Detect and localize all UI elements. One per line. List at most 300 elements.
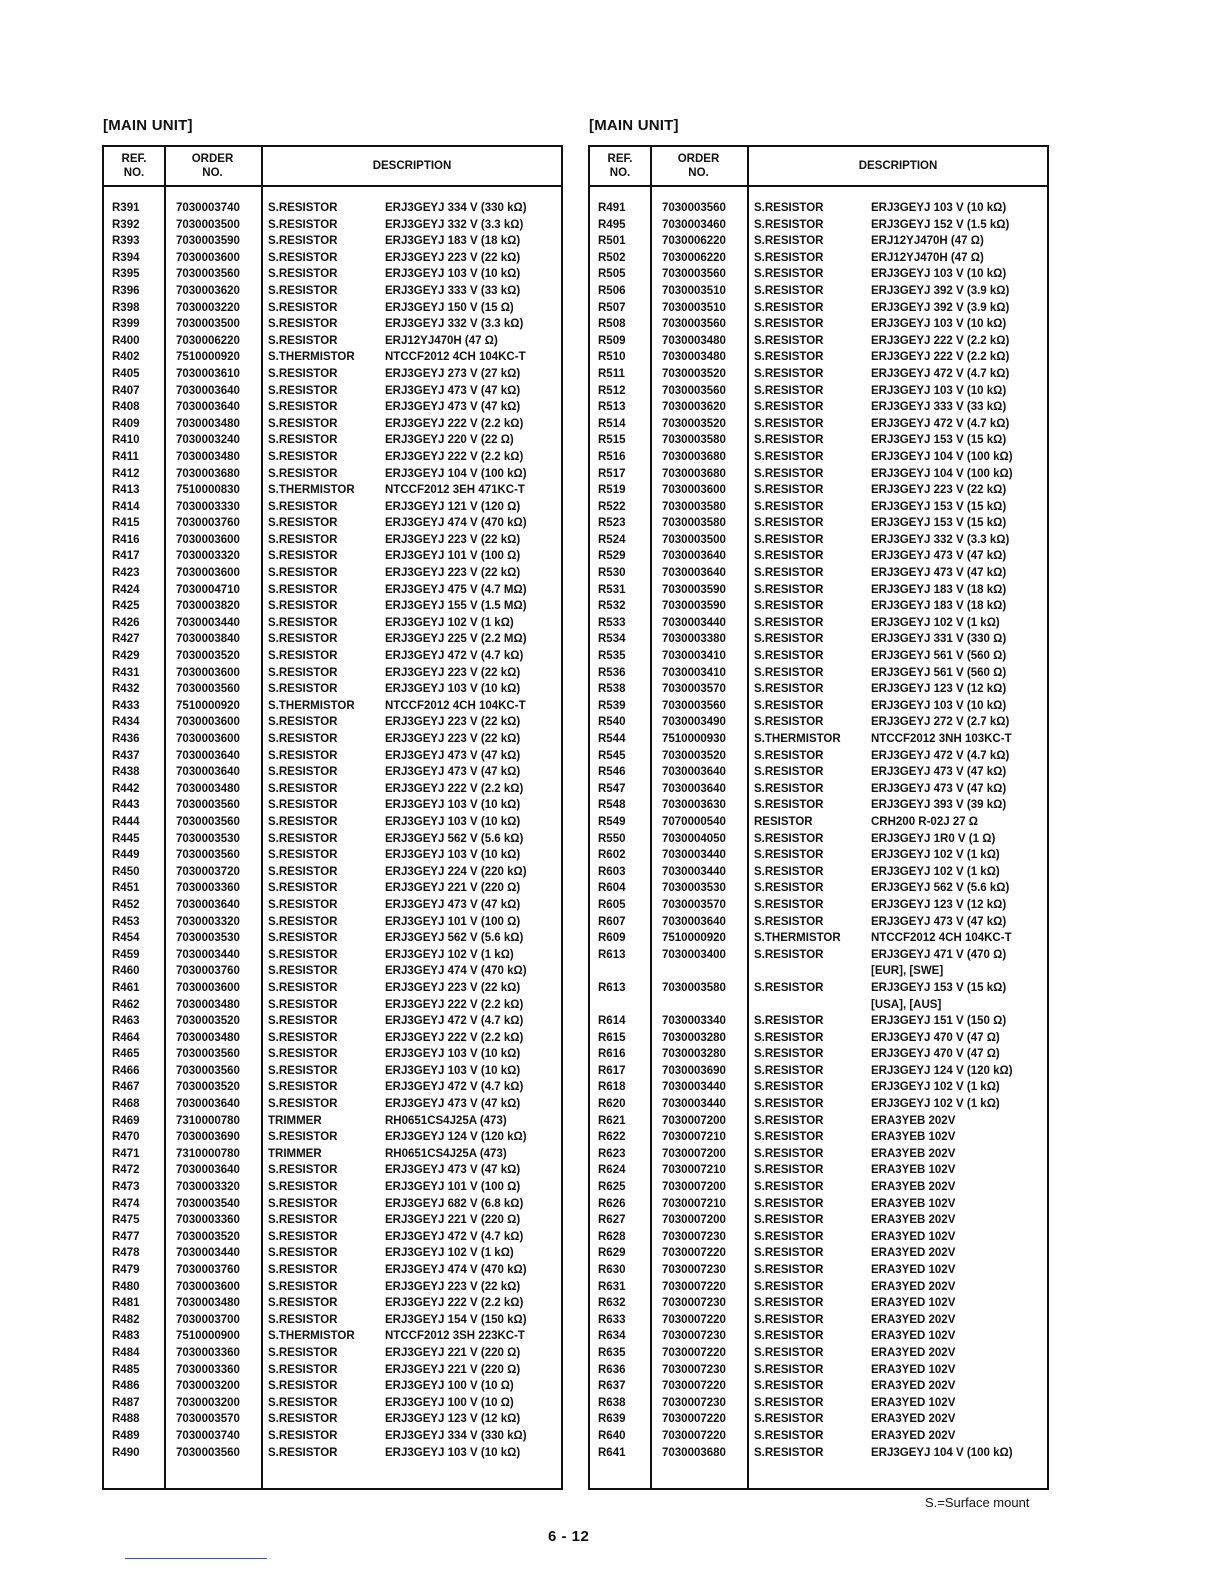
table-row <box>590 781 1047 798</box>
order-no: 7030003460 <box>662 218 726 231</box>
part-type: S.RESISTOR <box>754 500 824 513</box>
table-row <box>590 366 1047 383</box>
order-no: 7030003610 <box>176 367 240 380</box>
table-row <box>104 383 561 400</box>
part-type: S.RESISTOR <box>268 849 338 862</box>
part-type: S.RESISTOR <box>754 235 824 248</box>
order-no: 7030007220 <box>662 1247 726 1260</box>
table-row <box>590 1129 1047 1146</box>
ref-no: R438 <box>112 766 140 779</box>
part-number: ERJ3GEYJ 222 V (2.2 kΩ) <box>385 782 524 795</box>
ref-no: R536 <box>598 666 626 679</box>
order-no: 7030003560 <box>176 799 240 812</box>
part-number: ERJ3GEYJ 103 V (10 kΩ) <box>385 1446 521 1459</box>
part-type: S.RESISTOR <box>268 218 338 231</box>
table-row <box>104 615 561 632</box>
ref-no: R508 <box>598 318 626 331</box>
part-number: NTCCF2012 3NH 103KC-T <box>871 733 1012 745</box>
ref-no: R417 <box>112 550 140 563</box>
table-row <box>590 582 1047 599</box>
header-description: DESCRIPTION <box>372 160 452 172</box>
order-no: 7030003240 <box>176 434 240 447</box>
ref-no: R416 <box>112 533 140 546</box>
ref-no: R609 <box>598 932 626 945</box>
part-number: ERJ3GEYJ 124 V (120 kΩ) <box>385 1131 527 1144</box>
part-number: ERJ3GEYJ 473 V (47 kΩ) <box>871 567 1007 580</box>
part-number: ERJ3GEYJ 103 V (10 kΩ) <box>871 384 1007 397</box>
ref-no: R473 <box>112 1181 140 1194</box>
ref-no: R547 <box>598 782 626 795</box>
part-number: ERJ3GEYJ 473 V (47 kΩ) <box>385 749 521 762</box>
ref-no: R471 <box>112 1147 140 1160</box>
part-type: S.RESISTOR <box>754 1114 824 1127</box>
part-type: S.RESISTOR <box>754 683 824 696</box>
table-row <box>104 582 561 599</box>
ref-no: R629 <box>598 1247 626 1260</box>
ref-no: R621 <box>598 1114 626 1127</box>
ref-no: R484 <box>112 1346 140 1359</box>
part-number: ERJ3GEYJ 223 V (22 kΩ) <box>385 567 521 580</box>
ref-no: R502 <box>598 251 626 264</box>
table-row <box>104 1146 561 1163</box>
order-no: 7030007200 <box>662 1181 726 1194</box>
ref-no: R533 <box>598 616 626 629</box>
header-ref: REF. NO. <box>121 153 147 179</box>
part-number: CRH200 R-02J 27 Ω <box>871 815 979 828</box>
ref-no: R535 <box>598 650 626 663</box>
part-type: S.RESISTOR <box>268 517 338 530</box>
table-row <box>104 515 561 532</box>
order-no: 7030003760 <box>176 517 240 530</box>
part-type: S.RESISTOR <box>268 766 338 779</box>
part-type: S.RESISTOR <box>754 782 824 795</box>
table-row <box>590 1395 1047 1412</box>
part-type: S.RESISTOR <box>268 1048 338 1061</box>
part-number: ERJ3GEYJ 152 V (1.5 kΩ) <box>871 218 1010 231</box>
order-no: 7030003440 <box>662 616 726 629</box>
part-number: NTCCF2012 4CH 104KC-T <box>385 699 526 712</box>
table-row <box>590 897 1047 914</box>
ref-no: R469 <box>112 1114 140 1127</box>
part-number: ERJ3GEYJ 223 V (22 kΩ) <box>385 981 521 994</box>
table-row <box>104 831 561 848</box>
part-number: [USA], [AUS] <box>871 998 942 1011</box>
order-no: 7030003690 <box>176 1131 240 1144</box>
table-row <box>590 399 1047 416</box>
part-number: ERA3YED 202V <box>871 1380 956 1393</box>
table-row <box>104 963 561 980</box>
ref-no: R617 <box>598 1064 626 1077</box>
ref-no: R391 <box>112 202 140 214</box>
part-number: ERJ3GEYJ 472 V (4.7 kΩ) <box>385 1015 524 1028</box>
table-row <box>104 333 561 350</box>
table-row <box>590 714 1047 731</box>
ref-no: R432 <box>112 683 140 696</box>
table-row <box>590 1113 1047 1130</box>
ref-no: R524 <box>598 533 626 546</box>
part-number: ERA3YEB 102V <box>871 1164 956 1177</box>
part-number: ERJ3GEYJ 101 V (100 Ω) <box>385 1181 521 1194</box>
ref-no: R463 <box>112 1015 140 1028</box>
ref-no: R636 <box>598 1363 626 1376</box>
table-row <box>104 1428 561 1445</box>
order-no: 7030003500 <box>176 318 240 331</box>
part-type: S.RESISTOR <box>754 1446 824 1459</box>
table-row <box>104 233 561 250</box>
part-number: ERJ3GEYJ 183 V (18 kΩ) <box>871 600 1007 613</box>
ref-no: R461 <box>112 981 140 994</box>
order-no: 7030007230 <box>662 1330 726 1343</box>
table-row <box>590 831 1047 848</box>
table-row <box>590 565 1047 582</box>
order-no: 7030003540 <box>176 1197 240 1210</box>
part-number: ERJ12YJ470H (47 Ω) <box>871 235 984 248</box>
ref-no: R516 <box>598 450 626 463</box>
table-row <box>590 466 1047 483</box>
ref-no: R509 <box>598 334 626 347</box>
part-number: ERJ3GEYJ 103 V (10 kΩ) <box>385 1064 521 1077</box>
ref-no: R423 <box>112 567 140 580</box>
table-row <box>590 814 1047 831</box>
part-number: ERJ3GEYJ 104 V (100 kΩ) <box>871 450 1013 463</box>
order-no: 7030003480 <box>662 334 726 347</box>
table-row <box>104 449 561 466</box>
part-number: ERJ3GEYJ 225 V (2.2 MΩ) <box>385 633 527 646</box>
ref-no: R472 <box>112 1164 140 1177</box>
table-row <box>590 698 1047 715</box>
order-no: 7030003510 <box>662 284 726 297</box>
part-number: ERJ3GEYJ 100 V (10 Ω) <box>385 1396 514 1409</box>
ref-no: R511 <box>598 367 625 380</box>
order-no: 7030003440 <box>176 948 240 961</box>
order-no: 7030003360 <box>176 1214 240 1227</box>
table-row <box>590 515 1047 532</box>
table-row <box>104 1063 561 1080</box>
part-type: S.RESISTOR <box>268 815 338 828</box>
part-number: ERJ3GEYJ 561 V (560 Ω) <box>871 650 1007 663</box>
ref-no: R413 <box>112 484 140 497</box>
part-number: ERJ12YJ470H (47 Ω) <box>871 251 984 264</box>
left-parts-table <box>102 145 563 1490</box>
table-row <box>590 1411 1047 1428</box>
part-type: S.RESISTOR <box>754 301 824 314</box>
part-type: TRIMMER <box>268 1147 322 1160</box>
order-no: 7030007230 <box>662 1264 726 1276</box>
ref-no: R614 <box>598 1015 626 1028</box>
part-number: ERJ3GEYJ 332 V (3.3 kΩ) <box>385 218 524 231</box>
part-number: ERJ3GEYJ 101 V (100 Ω) <box>385 915 521 928</box>
part-number: ERJ3GEYJ 472 V (4.7 kΩ) <box>385 1081 524 1094</box>
part-type: S.RESISTOR <box>754 1247 824 1260</box>
part-type: S.RESISTOR <box>754 318 824 331</box>
order-no: 7030003280 <box>662 1048 726 1061</box>
ref-no: R482 <box>112 1313 140 1326</box>
ref-no: R620 <box>598 1098 626 1111</box>
part-type: S.RESISTOR <box>754 583 824 596</box>
table-row <box>104 797 561 814</box>
part-type: S.RESISTOR <box>754 915 824 928</box>
order-no: 7510000900 <box>176 1330 240 1343</box>
table-row <box>590 548 1047 565</box>
part-number: ERJ3GEYJ 102 V (1 kΩ) <box>871 1081 1000 1094</box>
ref-no: R477 <box>112 1230 140 1243</box>
part-number: ERJ3GEYJ 273 V (27 kΩ) <box>385 367 521 380</box>
part-number: ERJ3GEYJ 472 V (4.7 kΩ) <box>871 749 1010 762</box>
part-number: ERJ3GEYJ 473 V (47 kΩ) <box>871 550 1007 563</box>
part-number: RH0651CS4J25A (473) <box>385 1147 507 1160</box>
part-number: ERJ3GEYJ 474 V (470 kΩ) <box>385 517 527 530</box>
ref-no: R540 <box>598 716 626 729</box>
order-no: 7030003480 <box>176 1297 240 1310</box>
order-no: 7030003200 <box>176 1380 240 1393</box>
order-no: 7310000780 <box>176 1114 240 1127</box>
part-type: S.RESISTOR <box>268 301 338 314</box>
ref-no: R495 <box>598 218 626 231</box>
table-row <box>590 1262 1047 1279</box>
order-no: 7030003330 <box>176 500 240 513</box>
part-number: ERJ3GEYJ 183 V (18 kΩ) <box>871 583 1007 596</box>
order-no: 7030003600 <box>176 716 240 729</box>
table-row <box>104 1096 561 1113</box>
part-type: S.RESISTOR <box>754 1015 824 1028</box>
part-type: S.RESISTOR <box>268 417 338 430</box>
part-number: ERJ3GEYJ 223 V (22 kΩ) <box>385 733 521 745</box>
table-row <box>104 1395 561 1412</box>
table-row <box>104 1162 561 1179</box>
ref-no: R427 <box>112 633 140 646</box>
order-no: 7030007210 <box>662 1131 726 1144</box>
part-number: ERJ3GEYJ 104 V (100 kΩ) <box>871 1446 1013 1459</box>
order-no: 7030003620 <box>662 401 726 414</box>
order-no: 7030003640 <box>662 550 726 563</box>
order-no: 7030003640 <box>176 749 240 762</box>
part-number: NTCCF2012 3SH 223KC-T <box>385 1330 525 1343</box>
table-row <box>590 482 1047 499</box>
table-row <box>104 482 561 499</box>
table-row <box>104 565 561 582</box>
table-row <box>104 1013 561 1030</box>
part-number: ERJ3GEYJ 222 V (2.2 kΩ) <box>385 998 524 1011</box>
header-order: ORDER NO. <box>191 153 234 179</box>
part-number: ERA3YED 102V <box>871 1264 956 1276</box>
table-row <box>590 930 1047 947</box>
part-number: ERJ3GEYJ 473 V (47 kΩ) <box>871 915 1007 928</box>
table-row <box>590 1079 1047 1096</box>
order-no: 7030003640 <box>176 401 240 414</box>
table-row <box>590 864 1047 881</box>
ref-no: R641 <box>598 1446 626 1459</box>
part-number: ERJ3GEYJ 223 V (22 kΩ) <box>385 1280 521 1293</box>
ref-no: R405 <box>112 367 140 380</box>
table-body <box>104 200 561 1461</box>
ref-no: R506 <box>598 284 626 297</box>
ref-no: R615 <box>598 1031 626 1044</box>
part-number: ERJ3GEYJ 223 V (22 kΩ) <box>385 251 521 264</box>
table-row <box>590 1096 1047 1113</box>
table-row <box>104 698 561 715</box>
ref-no: R410 <box>112 434 140 447</box>
order-no: 7030003690 <box>662 1064 726 1077</box>
table-row <box>104 283 561 300</box>
table-row <box>590 847 1047 864</box>
order-no: 7030003530 <box>176 832 240 845</box>
order-no: 7030007220 <box>662 1380 726 1393</box>
part-number: ERJ3GEYJ 121 V (120 Ω) <box>385 500 521 513</box>
part-number: ERJ3GEYJ 334 V (330 kΩ) <box>385 202 527 214</box>
part-type: S.RESISTOR <box>268 1429 338 1442</box>
part-number: ERJ3GEYJ 221 V (220 Ω) <box>385 1363 521 1376</box>
ref-no: R626 <box>598 1197 626 1210</box>
table-row <box>590 300 1047 317</box>
table-row <box>590 731 1047 748</box>
part-number: ERJ3GEYJ 154 V (150 kΩ) <box>385 1313 527 1326</box>
order-no: 7510000830 <box>176 484 240 497</box>
ref-no: R466 <box>112 1064 140 1077</box>
part-type: S.RESISTOR <box>268 567 338 580</box>
part-number: ERJ3GEYJ 332 V (3.3 kΩ) <box>385 318 524 331</box>
ref-no: R479 <box>112 1264 140 1276</box>
order-no: 7030003640 <box>176 898 240 911</box>
table-row <box>104 648 561 665</box>
part-type: S.RESISTOR <box>268 948 338 961</box>
order-no: 7030003340 <box>662 1015 726 1028</box>
ref-no: R517 <box>598 467 626 480</box>
order-no: 7030003480 <box>176 998 240 1011</box>
ref-no: R459 <box>112 948 140 961</box>
part-type: S.RESISTOR <box>754 882 824 895</box>
order-no: 7030003840 <box>176 633 240 646</box>
order-no: 7030006220 <box>662 251 726 264</box>
order-no: 7030003490 <box>662 716 726 729</box>
order-no: 7030003620 <box>176 284 240 297</box>
ref-no: R409 <box>112 417 140 430</box>
ref-no: R515 <box>598 434 626 447</box>
ref-no: R639 <box>598 1413 626 1426</box>
order-no: 7030003440 <box>662 865 726 878</box>
order-no: 7030003600 <box>176 733 240 745</box>
ref-no: R616 <box>598 1048 626 1061</box>
part-number: ERA3YED 202V <box>871 1429 956 1442</box>
order-no: 7030003480 <box>662 351 726 364</box>
table-row <box>104 548 561 565</box>
ref-no: R491 <box>598 202 626 214</box>
table-row <box>104 731 561 748</box>
order-no: 7030003560 <box>662 202 726 214</box>
part-number: ERJ3GEYJ 123 V (12 kΩ) <box>385 1413 521 1426</box>
part-type: S.RESISTOR <box>268 1446 338 1459</box>
ref-no: R627 <box>598 1214 626 1227</box>
part-type: S.RESISTOR <box>754 865 824 878</box>
part-number: ERJ3GEYJ 102 V (1 kΩ) <box>385 616 514 629</box>
ref-no: R603 <box>598 865 626 878</box>
part-number: ERJ3GEYJ 223 V (22 kΩ) <box>385 666 521 679</box>
part-number: ERJ3GEYJ 472 V (4.7 kΩ) <box>385 650 524 663</box>
part-type: S.RESISTOR <box>754 849 824 862</box>
header-description: DESCRIPTION <box>858 160 938 172</box>
ref-no: R605 <box>598 898 626 911</box>
order-no: 7030003580 <box>662 517 726 530</box>
part-number: ERJ3GEYJ 562 V (5.6 kΩ) <box>385 932 524 945</box>
part-type: S.RESISTOR <box>754 218 824 231</box>
part-number: ERJ3GEYJ 104 V (100 kΩ) <box>385 467 527 480</box>
table-row <box>590 1046 1047 1063</box>
ref-no: R490 <box>112 1446 140 1459</box>
ref-no: R411 <box>112 450 139 463</box>
order-no: 7030003560 <box>662 268 726 281</box>
part-type: S.RESISTOR <box>754 948 824 961</box>
table-row <box>104 1411 561 1428</box>
order-no: 7030003590 <box>662 583 726 596</box>
part-type: S.RESISTOR <box>268 1015 338 1028</box>
part-number: ERJ3GEYJ 473 V (47 kΩ) <box>385 401 521 414</box>
part-type: S.RESISTOR <box>268 666 338 679</box>
part-number: ERJ3GEYJ 473 V (47 kΩ) <box>385 898 521 911</box>
order-no: 7030003740 <box>176 1429 240 1442</box>
part-number: ERJ3GEYJ 223 V (22 kΩ) <box>385 533 521 546</box>
part-type: S.RESISTOR <box>268 1297 338 1310</box>
ref-no: R449 <box>112 849 140 862</box>
ref-no: R625 <box>598 1181 626 1194</box>
part-number: ERJ3GEYJ 123 V (12 kΩ) <box>871 898 1007 911</box>
order-no: 7030003560 <box>176 1064 240 1077</box>
ref-no: R402 <box>112 351 140 364</box>
order-no: 7030003640 <box>662 782 726 795</box>
ref-no: R467 <box>112 1081 140 1094</box>
part-type: S.RESISTOR <box>268 235 338 248</box>
part-type: S.RESISTOR <box>268 550 338 563</box>
part-type: S.RESISTOR <box>754 1396 824 1409</box>
part-type: S.RESISTOR <box>268 716 338 729</box>
part-number: ERJ3GEYJ 221 V (220 Ω) <box>385 1214 521 1227</box>
part-number: ERJ3GEYJ 470 V (47 Ω) <box>871 1048 1000 1061</box>
order-no: 7030003440 <box>176 616 240 629</box>
order-no: 7030007220 <box>662 1413 726 1426</box>
table-row <box>590 283 1047 300</box>
table-row <box>590 615 1047 632</box>
part-type: S.RESISTOR <box>754 351 824 364</box>
table-row <box>104 1079 561 1096</box>
part-type: S.RESISTOR <box>268 384 338 397</box>
order-no: 7030003440 <box>662 1081 726 1094</box>
table-row <box>590 1279 1047 1296</box>
table-row <box>590 1428 1047 1445</box>
part-type: S.RESISTOR <box>268 832 338 845</box>
part-type: S.RESISTOR <box>754 716 824 729</box>
part-number: ERJ3GEYJ 472 V (4.7 kΩ) <box>385 1230 524 1243</box>
table-row <box>104 748 561 765</box>
order-no: 7030003520 <box>662 417 726 430</box>
ref-no: R635 <box>598 1346 626 1359</box>
part-type: S.RESISTOR <box>268 882 338 895</box>
part-type: S.RESISTOR <box>268 251 338 264</box>
ref-no: R481 <box>112 1297 140 1310</box>
order-no: 7030003560 <box>176 683 240 696</box>
order-no: 7030003600 <box>176 666 240 679</box>
table-row <box>104 499 561 516</box>
table-row <box>590 1445 1047 1462</box>
table-row <box>590 1345 1047 1362</box>
part-type: S.RESISTOR <box>268 683 338 696</box>
order-no: 7510000920 <box>176 699 240 712</box>
part-type: S.RESISTOR <box>268 898 338 911</box>
part-type: S.RESISTOR <box>754 633 824 646</box>
table-row <box>104 1046 561 1063</box>
order-no: 7030007230 <box>662 1230 726 1243</box>
order-no: 7030003600 <box>176 251 240 264</box>
table-row <box>590 1295 1047 1312</box>
table-row <box>104 300 561 317</box>
order-no: 7030003640 <box>176 1164 240 1177</box>
